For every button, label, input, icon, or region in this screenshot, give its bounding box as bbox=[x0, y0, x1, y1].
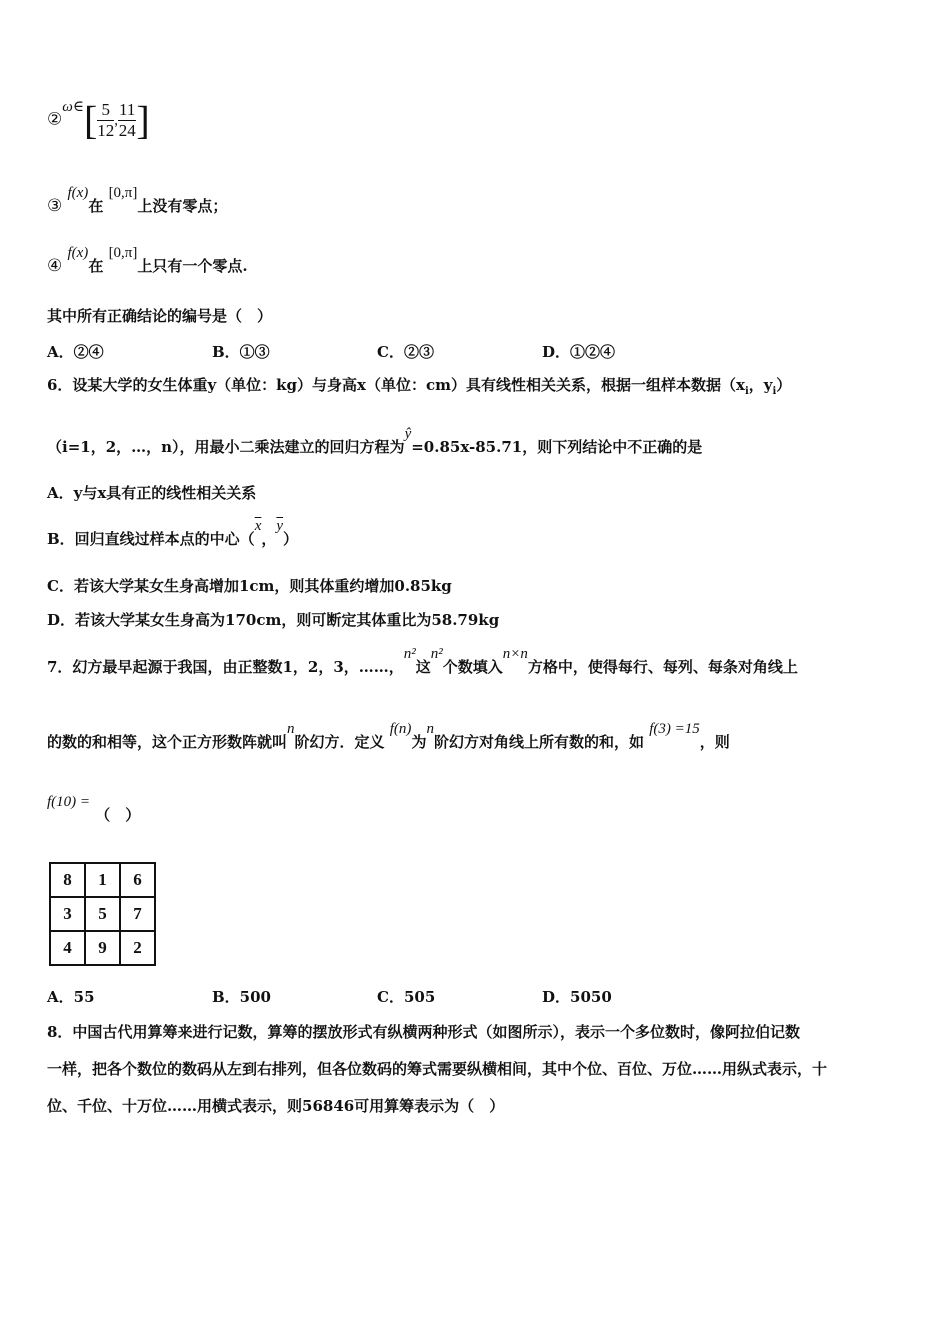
q6-option-d[interactable]: D．若该大学某女生身高为170cm，则可断定其体重比为58.79kg bbox=[47, 611, 500, 629]
q7-option-d[interactable]: D．5050 bbox=[542, 988, 612, 1006]
item-2-mark: ② bbox=[47, 109, 63, 130]
q7-line-1: 7．幻方最早起源于我国，由正整数1，2，3，……，n²这n²个数填入n×n方格中，使得每行、每列、每条对角线上 bbox=[47, 646, 798, 676]
omega-in: ω∈ bbox=[62, 98, 84, 115]
x-bar: $\overline{x}$ bbox=[254, 518, 262, 534]
f3-equals-15: f(3) =15 bbox=[649, 721, 700, 737]
q6-option-b[interactable]: B．回归直线过样本点的中心（$\overline{x}$，$\overline{y}$） bbox=[47, 518, 299, 548]
f10-expression: f(10) = bbox=[47, 794, 91, 810]
q8-line-1: 8．中国古代用算筹来进行记数，算筹的摆放形式有纵横两种形式（如图所示），表示一个多位数时，像阿拉伯记数 bbox=[47, 1023, 800, 1041]
magic-square-cell: 7 bbox=[120, 897, 155, 931]
magic-square-cell: 9 bbox=[85, 931, 120, 965]
n-squared: n² bbox=[430, 646, 443, 662]
q5-option-a[interactable]: A．②④ bbox=[47, 343, 104, 361]
q5-option-c[interactable]: C．②③ bbox=[377, 343, 434, 361]
q8-line-2: 一样，把各个数位的数码从左到右排列，但各位数码的筹式需要纵横相间，其中个位、百位、万位……用纵式表示，十 bbox=[47, 1060, 828, 1078]
fx-expression: f(x) bbox=[67, 245, 89, 261]
interval-0-pi: [0,π] bbox=[108, 245, 138, 261]
magic-square-cell: 3 bbox=[50, 897, 85, 931]
interval-0-pi: [0,π] bbox=[108, 185, 138, 201]
q7-option-c[interactable]: C．505 bbox=[377, 988, 436, 1006]
magic-square bbox=[49, 862, 156, 966]
q7-option-b[interactable]: B．500 bbox=[212, 988, 271, 1006]
q6-line-2: （i=1，2，…，n），用最小二乘法建立的回归方程为ŷ=0.85x-85.71，则下列结论中不正确的是 bbox=[47, 426, 703, 456]
q7-option-a[interactable]: A．55 bbox=[47, 988, 95, 1006]
fraction-5-12: $\frac{5}{12}$ bbox=[97, 100, 115, 140]
q5-option-d[interactable]: D．①②④ bbox=[542, 343, 616, 361]
q5-stem: 其中所有正确结论的编号是（ ） bbox=[47, 307, 273, 325]
q5-option-b[interactable]: B．①③ bbox=[212, 343, 270, 361]
q6-option-c[interactable]: C．若该大学某女生身高增加1cm，则其体重约增加0.85kg bbox=[47, 577, 452, 595]
q6-option-a[interactable]: A．y与x具有正的线性相关关系 bbox=[47, 484, 257, 502]
n-times-n: n×n bbox=[502, 646, 528, 662]
fraction-11-24: $\frac{11}{24}$ bbox=[118, 100, 136, 140]
magic-square-cell: 6 bbox=[120, 863, 155, 897]
item-3: ③ f(x)在 [0,π]上没有零点； bbox=[47, 185, 228, 216]
f-of-n: f(n) bbox=[389, 721, 412, 737]
magic-square-cell: 2 bbox=[120, 931, 155, 965]
y-bar: $\overline{y}$ bbox=[276, 518, 284, 534]
magic-square-cell: 1 bbox=[85, 863, 120, 897]
n-squared: n² bbox=[403, 646, 416, 662]
magic-square-cell: 5 bbox=[85, 897, 120, 931]
q6-line-1: 6．设某大学的女生体重y（单位：kg）与身高x（单位：cm）具有线性相关关系，根据一组样本数据（$x_i$，$y_i$） bbox=[47, 376, 792, 397]
magic-square-cell: 8 bbox=[50, 863, 85, 897]
q7-line-3: f(10) = （ ） bbox=[47, 794, 141, 824]
magic-square-cell: 4 bbox=[50, 931, 85, 965]
item-2: ②ω∈[ $\frac{5}{12}$ , $\frac{11}{24}$ ] bbox=[47, 97, 150, 143]
item-4: ④ f(x)在 [0,π]上只有一个零点. bbox=[47, 245, 248, 276]
fx-expression: f(x) bbox=[67, 185, 89, 201]
q8-line-3: 位、千位、十万位……用横式表示，则56846可用算筹表示为（ ） bbox=[47, 1097, 505, 1115]
y-hat: ŷ bbox=[404, 426, 412, 442]
q7-line-2: 的数的和相等，这个正方形数阵就叫n阶幻方．定义 f(n)为n阶幻方对角线上所有数的和，如 f(3) =15，则 bbox=[47, 721, 730, 751]
